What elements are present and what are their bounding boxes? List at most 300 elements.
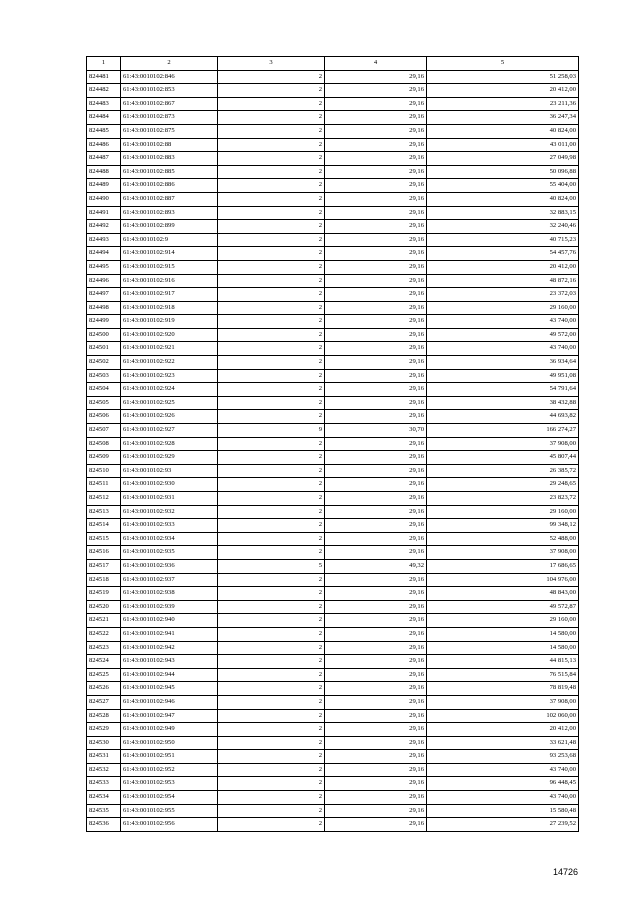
record-number-cell: 824484 — [87, 111, 121, 125]
area-cell: 29,16 — [325, 274, 427, 288]
amount-cell: 104 976,00 — [427, 573, 579, 587]
amount-cell: 43 740,00 — [427, 342, 579, 356]
area-cell: 29,16 — [325, 627, 427, 641]
amount-cell: 29 248,65 — [427, 478, 579, 492]
cadastral-number-cell: 61:43:0010102:9 — [121, 233, 218, 247]
table-row — [87, 492, 579, 506]
amount-cell: 32 240,46 — [427, 220, 579, 234]
quantity-cell: 2 — [218, 791, 325, 805]
quantity-cell: 2 — [218, 627, 325, 641]
cadastral-number-cell: 61:43:0010102:88 — [121, 138, 218, 152]
quantity-cell: 2 — [218, 750, 325, 764]
table-row — [87, 274, 579, 288]
area-cell: 29,16 — [325, 655, 427, 669]
area-cell: 29,16 — [325, 682, 427, 696]
quantity-cell: 2 — [218, 410, 325, 424]
record-number-cell: 824520 — [87, 600, 121, 614]
record-number-cell: 824532 — [87, 763, 121, 777]
table-row — [87, 451, 579, 465]
area-cell: 29,16 — [325, 356, 427, 370]
record-number-cell: 824535 — [87, 804, 121, 818]
area-cell: 29,16 — [325, 546, 427, 560]
amount-cell: 78 819,48 — [427, 682, 579, 696]
quantity-cell: 2 — [218, 614, 325, 628]
amount-cell: 33 621,48 — [427, 736, 579, 750]
cadastral-number-cell: 61:43:0010102:923 — [121, 369, 218, 383]
area-cell: 29,16 — [325, 437, 427, 451]
cadastral-number-cell: 61:43:0010102:921 — [121, 342, 218, 356]
amount-cell: 43 740,00 — [427, 315, 579, 329]
cadastral-number-cell: 61:43:0010102:947 — [121, 709, 218, 723]
amount-cell: 102 060,00 — [427, 709, 579, 723]
quantity-cell: 2 — [218, 152, 325, 166]
area-cell: 29,16 — [325, 709, 427, 723]
area-cell: 29,16 — [325, 668, 427, 682]
record-number-cell: 824500 — [87, 328, 121, 342]
amount-cell: 14 580,00 — [427, 641, 579, 655]
table-row — [87, 723, 579, 737]
area-cell: 29,16 — [325, 179, 427, 193]
table-row — [87, 342, 579, 356]
amount-cell: 40 715,23 — [427, 233, 579, 247]
table-row — [87, 301, 579, 315]
amount-cell: 27 239,52 — [427, 818, 579, 832]
column-header-4: 4 — [325, 57, 427, 71]
record-number-cell: 824519 — [87, 587, 121, 601]
cadastral-number-cell: 61:43:0010102:931 — [121, 492, 218, 506]
amount-cell: 49 951,08 — [427, 369, 579, 383]
cadastral-number-cell: 61:43:0010102:933 — [121, 519, 218, 533]
area-cell: 29,16 — [325, 192, 427, 206]
quantity-cell: 2 — [218, 383, 325, 397]
cadastral-number-cell: 61:43:0010102:887 — [121, 192, 218, 206]
page-number: 14726 — [553, 867, 579, 877]
record-number-cell: 824513 — [87, 505, 121, 519]
record-number-cell: 824536 — [87, 818, 121, 832]
record-number-cell: 824522 — [87, 627, 121, 641]
quantity-cell: 2 — [218, 587, 325, 601]
quantity-cell: 2 — [218, 546, 325, 560]
cadastral-number-cell: 61:43:0010102:956 — [121, 818, 218, 832]
cadastral-number-cell: 61:43:0010102:935 — [121, 546, 218, 560]
table-row — [87, 124, 579, 138]
table-header — [87, 57, 579, 71]
table-row — [87, 233, 579, 247]
amount-cell: 52 488,00 — [427, 532, 579, 546]
table-row — [87, 220, 579, 234]
cadastral-number-cell: 61:43:0010102:920 — [121, 328, 218, 342]
cadastral-number-cell: 61:43:0010102:922 — [121, 356, 218, 370]
record-number-cell: 824523 — [87, 641, 121, 655]
amount-cell: 54 791,64 — [427, 383, 579, 397]
quantity-cell: 2 — [218, 804, 325, 818]
area-cell: 49,32 — [325, 559, 427, 573]
record-number-cell: 824491 — [87, 206, 121, 220]
quantity-cell: 2 — [218, 247, 325, 261]
area-cell: 29,16 — [325, 736, 427, 750]
table-row — [87, 424, 579, 438]
area-cell: 29,16 — [325, 152, 427, 166]
table-row — [87, 437, 579, 451]
cadastral-number-cell: 61:43:0010102:885 — [121, 165, 218, 179]
table-row — [87, 736, 579, 750]
record-number-cell: 824501 — [87, 342, 121, 356]
record-number-cell: 824492 — [87, 220, 121, 234]
record-number-cell: 824512 — [87, 492, 121, 506]
area-cell: 29,16 — [325, 641, 427, 655]
table-row — [87, 777, 579, 791]
quantity-cell: 2 — [218, 682, 325, 696]
amount-cell: 55 404,00 — [427, 179, 579, 193]
table-row — [87, 369, 579, 383]
amount-cell: 43 740,00 — [427, 763, 579, 777]
table-row — [87, 641, 579, 655]
area-cell: 29,16 — [325, 763, 427, 777]
cadastral-number-cell: 61:43:0010102:954 — [121, 791, 218, 805]
quantity-cell: 2 — [218, 288, 325, 302]
amount-cell: 44 815,13 — [427, 655, 579, 669]
quantity-cell: 2 — [218, 233, 325, 247]
table-row — [87, 655, 579, 669]
table-row — [87, 70, 579, 84]
record-number-cell: 824504 — [87, 383, 121, 397]
record-number-cell: 824530 — [87, 736, 121, 750]
record-number-cell: 824507 — [87, 424, 121, 438]
record-number-cell: 824527 — [87, 695, 121, 709]
cadastral-number-cell: 61:43:0010102:949 — [121, 723, 218, 737]
area-cell: 29,16 — [325, 328, 427, 342]
area-cell: 29,16 — [325, 396, 427, 410]
cadastral-number-cell: 61:43:0010102:93 — [121, 464, 218, 478]
cadastral-number-cell: 61:43:0010102:873 — [121, 111, 218, 125]
table-row — [87, 138, 579, 152]
area-cell: 29,16 — [325, 288, 427, 302]
quantity-cell: 2 — [218, 777, 325, 791]
area-cell: 29,16 — [325, 804, 427, 818]
table-row — [87, 532, 579, 546]
table-row — [87, 396, 579, 410]
registry-table — [86, 56, 579, 832]
cadastral-number-cell: 61:43:0010102:846 — [121, 70, 218, 84]
column-header-3: 3 — [218, 57, 325, 71]
record-number-cell: 824496 — [87, 274, 121, 288]
table-row — [87, 505, 579, 519]
amount-cell: 43 740,00 — [427, 791, 579, 805]
amount-cell: 44 693,82 — [427, 410, 579, 424]
amount-cell: 17 686,65 — [427, 559, 579, 573]
column-header-5: 5 — [427, 57, 579, 71]
table-body — [87, 70, 579, 831]
cadastral-number-cell: 61:43:0010102:915 — [121, 260, 218, 274]
quantity-cell: 2 — [218, 519, 325, 533]
quantity-cell: 2 — [218, 124, 325, 138]
record-number-cell: 824518 — [87, 573, 121, 587]
amount-cell: 26 385,72 — [427, 464, 579, 478]
amount-cell: 45 807,44 — [427, 451, 579, 465]
cadastral-number-cell: 61:43:0010102:853 — [121, 84, 218, 98]
table-row — [87, 206, 579, 220]
area-cell: 29,16 — [325, 342, 427, 356]
amount-cell: 48 843,00 — [427, 587, 579, 601]
cadastral-number-cell: 61:43:0010102:916 — [121, 274, 218, 288]
quantity-cell: 2 — [218, 492, 325, 506]
record-number-cell: 824534 — [87, 791, 121, 805]
amount-cell: 27 049,98 — [427, 152, 579, 166]
table-row — [87, 383, 579, 397]
cadastral-number-cell: 61:43:0010102:927 — [121, 424, 218, 438]
area-cell: 29,16 — [325, 97, 427, 111]
table-row — [87, 315, 579, 329]
quantity-cell: 2 — [218, 641, 325, 655]
quantity-cell: 2 — [218, 573, 325, 587]
quantity-cell: 2 — [218, 220, 325, 234]
record-number-cell: 824515 — [87, 532, 121, 546]
cadastral-number-cell: 61:43:0010102:914 — [121, 247, 218, 261]
amount-cell: 49 572,87 — [427, 600, 579, 614]
quantity-cell: 2 — [218, 668, 325, 682]
cadastral-number-cell: 61:43:0010102:899 — [121, 220, 218, 234]
table-row — [87, 111, 579, 125]
amount-cell: 54 457,76 — [427, 247, 579, 261]
area-cell: 29,16 — [325, 777, 427, 791]
cadastral-number-cell: 61:43:0010102:883 — [121, 152, 218, 166]
cadastral-number-cell: 61:43:0010102:940 — [121, 614, 218, 628]
area-cell: 29,16 — [325, 750, 427, 764]
record-number-cell: 824502 — [87, 356, 121, 370]
area-cell: 29,16 — [325, 84, 427, 98]
cadastral-number-cell: 61:43:0010102:937 — [121, 573, 218, 587]
quantity-cell: 2 — [218, 369, 325, 383]
table-row — [87, 179, 579, 193]
amount-cell: 38 432,88 — [427, 396, 579, 410]
quantity-cell: 2 — [218, 328, 325, 342]
table-row — [87, 614, 579, 628]
table-row — [87, 682, 579, 696]
cadastral-number-cell: 61:43:0010102:918 — [121, 301, 218, 315]
table-row — [87, 763, 579, 777]
amount-cell: 40 824,00 — [427, 192, 579, 206]
cadastral-number-cell: 61:43:0010102:929 — [121, 451, 218, 465]
area-cell: 29,16 — [325, 383, 427, 397]
record-number-cell: 824511 — [87, 478, 121, 492]
area-cell: 30,70 — [325, 424, 427, 438]
area-cell: 29,16 — [325, 70, 427, 84]
quantity-cell: 2 — [218, 206, 325, 220]
amount-cell: 37 908,00 — [427, 437, 579, 451]
quantity-cell: 2 — [218, 70, 325, 84]
table-row — [87, 709, 579, 723]
quantity-cell: 2 — [218, 695, 325, 709]
table-row — [87, 410, 579, 424]
quantity-cell: 2 — [218, 818, 325, 832]
cadastral-number-cell: 61:43:0010102:917 — [121, 288, 218, 302]
amount-cell: 40 824,00 — [427, 124, 579, 138]
quantity-cell: 2 — [218, 315, 325, 329]
header-row — [87, 57, 579, 71]
table-row — [87, 288, 579, 302]
table-row — [87, 600, 579, 614]
area-cell: 29,16 — [325, 519, 427, 533]
cadastral-number-cell: 61:43:0010102:928 — [121, 437, 218, 451]
record-number-cell: 824521 — [87, 614, 121, 628]
quantity-cell: 2 — [218, 260, 325, 274]
cadastral-number-cell: 61:43:0010102:875 — [121, 124, 218, 138]
record-number-cell: 824505 — [87, 396, 121, 410]
amount-cell: 96 448,45 — [427, 777, 579, 791]
quantity-cell: 2 — [218, 532, 325, 546]
amount-cell: 99 348,12 — [427, 519, 579, 533]
amount-cell: 166 274,27 — [427, 424, 579, 438]
table-row — [87, 695, 579, 709]
table-row — [87, 587, 579, 601]
area-cell: 29,16 — [325, 260, 427, 274]
record-number-cell: 824498 — [87, 301, 121, 315]
quantity-cell: 2 — [218, 396, 325, 410]
amount-cell: 32 883,15 — [427, 206, 579, 220]
table-row — [87, 247, 579, 261]
table-row — [87, 804, 579, 818]
amount-cell: 37 908,00 — [427, 546, 579, 560]
area-cell: 29,16 — [325, 614, 427, 628]
amount-cell: 36 247,34 — [427, 111, 579, 125]
record-number-cell: 824508 — [87, 437, 121, 451]
record-number-cell: 824509 — [87, 451, 121, 465]
record-number-cell: 824481 — [87, 70, 121, 84]
table-row — [87, 573, 579, 587]
area-cell: 29,16 — [325, 233, 427, 247]
table-row — [87, 791, 579, 805]
table-row — [87, 519, 579, 533]
record-number-cell: 824488 — [87, 165, 121, 179]
quantity-cell: 2 — [218, 165, 325, 179]
area-cell: 29,16 — [325, 206, 427, 220]
quantity-cell: 2 — [218, 464, 325, 478]
cadastral-number-cell: 61:43:0010102:893 — [121, 206, 218, 220]
cadastral-number-cell: 61:43:0010102:952 — [121, 763, 218, 777]
record-number-cell: 824494 — [87, 247, 121, 261]
area-cell: 29,16 — [325, 695, 427, 709]
area-cell: 29,16 — [325, 165, 427, 179]
cadastral-number-cell: 61:43:0010102:939 — [121, 600, 218, 614]
area-cell: 29,16 — [325, 600, 427, 614]
amount-cell: 15 580,48 — [427, 804, 579, 818]
record-number-cell: 824506 — [87, 410, 121, 424]
quantity-cell: 9 — [218, 424, 325, 438]
amount-cell: 23 823,72 — [427, 492, 579, 506]
quantity-cell: 2 — [218, 138, 325, 152]
table-row — [87, 84, 579, 98]
record-number-cell: 824497 — [87, 288, 121, 302]
table-row — [87, 192, 579, 206]
column-header-1: 1 — [87, 57, 121, 71]
table-row — [87, 165, 579, 179]
cadastral-number-cell: 61:43:0010102:867 — [121, 97, 218, 111]
cadastral-number-cell: 61:43:0010102:924 — [121, 383, 218, 397]
record-number-cell: 824531 — [87, 750, 121, 764]
area-cell: 29,16 — [325, 369, 427, 383]
amount-cell: 51 258,03 — [427, 70, 579, 84]
amount-cell: 50 096,88 — [427, 165, 579, 179]
quantity-cell: 2 — [218, 301, 325, 315]
table-row — [87, 97, 579, 111]
amount-cell: 49 572,00 — [427, 328, 579, 342]
area-cell: 29,16 — [325, 410, 427, 424]
record-number-cell: 824533 — [87, 777, 121, 791]
record-number-cell: 824528 — [87, 709, 121, 723]
record-number-cell: 824516 — [87, 546, 121, 560]
record-number-cell: 824529 — [87, 723, 121, 737]
record-number-cell: 824487 — [87, 152, 121, 166]
table-row — [87, 260, 579, 274]
area-cell: 29,16 — [325, 723, 427, 737]
record-number-cell: 824524 — [87, 655, 121, 669]
amount-cell: 93 253,68 — [427, 750, 579, 764]
cadastral-number-cell: 61:43:0010102:925 — [121, 396, 218, 410]
area-cell: 29,16 — [325, 451, 427, 465]
amount-cell: 20 412,00 — [427, 723, 579, 737]
cadastral-number-cell: 61:43:0010102:919 — [121, 315, 218, 329]
cadastral-number-cell: 61:43:0010102:941 — [121, 627, 218, 641]
area-cell: 29,16 — [325, 464, 427, 478]
table-row — [87, 668, 579, 682]
amount-cell: 29 160,00 — [427, 614, 579, 628]
table-row — [87, 750, 579, 764]
quantity-cell: 2 — [218, 600, 325, 614]
record-number-cell: 824486 — [87, 138, 121, 152]
cadastral-number-cell: 61:43:0010102:938 — [121, 587, 218, 601]
area-cell: 29,16 — [325, 492, 427, 506]
area-cell: 29,16 — [325, 138, 427, 152]
quantity-cell: 2 — [218, 478, 325, 492]
record-number-cell: 824517 — [87, 559, 121, 573]
record-number-cell: 824485 — [87, 124, 121, 138]
cadastral-number-cell: 61:43:0010102:932 — [121, 505, 218, 519]
table-row — [87, 627, 579, 641]
record-number-cell: 824525 — [87, 668, 121, 682]
quantity-cell: 2 — [218, 179, 325, 193]
table-row — [87, 559, 579, 573]
amount-cell: 14 580,00 — [427, 627, 579, 641]
cadastral-number-cell: 61:43:0010102:953 — [121, 777, 218, 791]
quantity-cell: 2 — [218, 84, 325, 98]
record-number-cell: 824499 — [87, 315, 121, 329]
table-row — [87, 478, 579, 492]
amount-cell: 23 211,36 — [427, 97, 579, 111]
record-number-cell: 824503 — [87, 369, 121, 383]
area-cell: 29,16 — [325, 478, 427, 492]
table-row — [87, 464, 579, 478]
record-number-cell: 824514 — [87, 519, 121, 533]
quantity-cell: 2 — [218, 111, 325, 125]
quantity-cell: 2 — [218, 709, 325, 723]
amount-cell: 20 412,00 — [427, 84, 579, 98]
cadastral-number-cell: 61:43:0010102:944 — [121, 668, 218, 682]
amount-cell: 36 934,64 — [427, 356, 579, 370]
amount-cell: 29 160,00 — [427, 505, 579, 519]
amount-cell: 37 908,00 — [427, 695, 579, 709]
amount-cell: 48 872,16 — [427, 274, 579, 288]
area-cell: 29,16 — [325, 301, 427, 315]
record-number-cell: 824483 — [87, 97, 121, 111]
quantity-cell: 2 — [218, 97, 325, 111]
cadastral-number-cell: 61:43:0010102:946 — [121, 695, 218, 709]
record-number-cell: 824495 — [87, 260, 121, 274]
cadastral-number-cell: 61:43:0010102:945 — [121, 682, 218, 696]
area-cell: 29,16 — [325, 220, 427, 234]
table-row — [87, 546, 579, 560]
table-row — [87, 152, 579, 166]
record-number-cell: 824493 — [87, 233, 121, 247]
